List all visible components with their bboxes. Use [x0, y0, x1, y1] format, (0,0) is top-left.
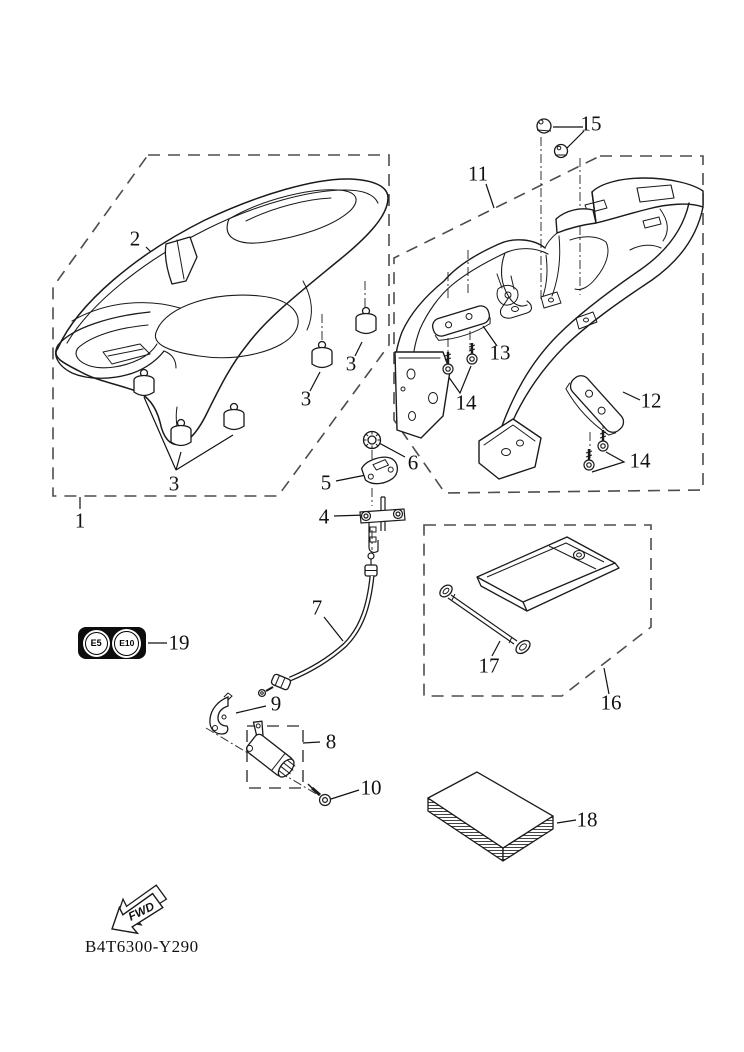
- callout-15: 15: [580, 111, 602, 136]
- fwd-arrow-label: FWD: [125, 899, 157, 924]
- callout-9: 9: [270, 691, 282, 716]
- callout-6: 6: [407, 450, 419, 475]
- seat-illustration: [56, 179, 388, 445]
- callout-4: 4: [318, 504, 330, 529]
- callout-19: 19: [168, 630, 190, 655]
- tool-kit: [438, 537, 619, 656]
- callout-3b: 3: [300, 386, 312, 411]
- callout-8: 8: [325, 729, 337, 754]
- callout-1: 1: [74, 508, 86, 533]
- flange-nut: [364, 432, 381, 449]
- callout-11: 11: [467, 161, 489, 186]
- part-code: B4T6300-Y290: [85, 937, 199, 956]
- callout-14b: 14: [629, 448, 651, 473]
- cap-nuts: [537, 119, 568, 158]
- callout-18: 18: [576, 807, 598, 832]
- callout-5: 5: [320, 470, 332, 495]
- damper: [356, 308, 376, 334]
- damper: [224, 404, 244, 430]
- cap-nut: [537, 119, 551, 133]
- damper: [312, 342, 332, 368]
- callout-13: 13: [489, 340, 511, 365]
- callout-10: 10: [360, 775, 382, 800]
- cap-nut: [555, 145, 568, 158]
- seat-bracket-4: [360, 497, 405, 552]
- callout-3a: 3: [168, 471, 180, 496]
- fwd-arrow: [102, 882, 174, 942]
- fuel-grade-badge: [78, 627, 146, 659]
- callout-14a: 14: [455, 390, 477, 415]
- screw: [584, 449, 594, 470]
- callout-2: 2: [129, 226, 141, 251]
- callout-7: 7: [311, 595, 323, 620]
- callout-16: 16: [600, 690, 622, 715]
- fuel-e5-mark: E5: [85, 632, 108, 655]
- owners-manual: [428, 772, 553, 861]
- callout-17: 17: [478, 653, 500, 678]
- seat-lock-cable: [259, 553, 377, 696]
- screw: [467, 343, 477, 364]
- seat-hook-bracket: [210, 693, 232, 734]
- callout-12: 12: [640, 388, 662, 413]
- damper-pad-13: [431, 304, 493, 344]
- damper-pad-12: [562, 372, 627, 440]
- fuel-e10-mark: E10: [114, 631, 139, 656]
- lock-screw: [308, 784, 331, 806]
- seat-bracket-5: [360, 454, 400, 487]
- callout-3c: 3: [345, 351, 357, 376]
